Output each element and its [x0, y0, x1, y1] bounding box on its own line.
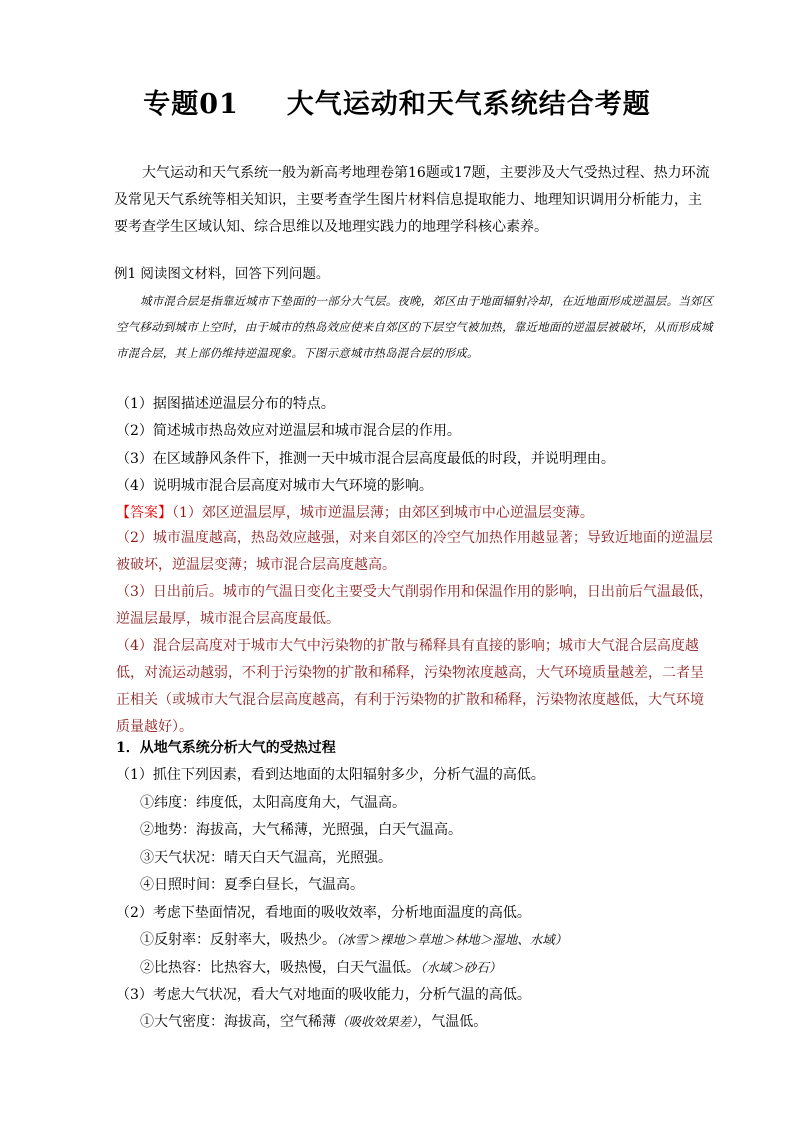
section-1-point-2: （2）考虑下垫面情况，看地面的吸收效率，分析地面温度的高低。 — [116, 905, 531, 921]
answer-1 — [116, 502, 594, 524]
question-1: （1）据图描述逆温层分布的特点。 — [116, 396, 335, 412]
item-text: ②地势：海拔高，大气稀薄，光照强，白天气温高。 — [140, 822, 462, 838]
answer-2: （2）城市温度越高，热岛效应越强，对来自郊区的冷空气加热作用越显著；导致近地面的逆温层被破坏，逆温层变薄；城市混合层高度越高。 — [116, 530, 713, 573]
item-note: （冰雪＞裸地＞草地＞林地＞湿地、水域） — [336, 932, 568, 947]
section-1-point-1-item-3 — [140, 847, 392, 869]
item-text: ①大气密度：海拔高，空气稀薄 — [140, 1014, 336, 1030]
item-note: （水域＞砂石） — [420, 960, 502, 975]
item-text: ①纬度：纬度低，太阳高度角大，气温高。 — [140, 795, 406, 811]
answer-4: （4）混合层高度对于城市大气中污染物的扩散与稀释具有直接的影响；城市大气混合层高度越低，对流运动越弱，不利于污染物的扩散和稀释，污染物浓度越高，大气环境质量越差，二者呈正相关（或城市大气混合层高度越高，有利于污染物的扩散和稀释，污染物浓度越低，大气环境质量越好）。 — [116, 638, 704, 735]
section-1-point-3: （3）考虑大气状况，看大气对地面的吸收能力，分析气温的高低。 — [116, 987, 531, 1003]
example-heading: 例1 阅读图文材料，回答下列问题。 — [114, 266, 330, 282]
section-1-heading: 1．从地气系统分析大气的受热过程 — [116, 740, 336, 756]
question-4: （4）说明城市混合层高度对城市大气环境的影响。 — [116, 478, 433, 494]
question-2: （2）简述城市热岛效应对逆温层和城市混合层的作用。 — [116, 423, 461, 439]
example-material: 城市混合层是指靠近城市下垫面的一部分大气层。夜晚，郊区由于地面辐射冷却，在近地面形成逆温层。当郊区空气移动到城市上空时，由于城市的热岛效应使来自郊区的下层空气被加热，靠近地面的逆温层被破坏，从而形成城市混合层，其上部仍维持逆温现象。下图示意城市热岛混合层的形成。 — [116, 294, 714, 360]
item-tail: ，气温低。 — [417, 1014, 488, 1030]
item-text: ①反射率：反射率大，吸热少。 — [140, 932, 336, 948]
item-text: ②比热容：比热容大，吸热慢，白天气温低。 — [140, 960, 420, 976]
section-1-point-1: （1）抓住下列因素，看到达地面的太阳辐射多少，分析气温的高低。 — [116, 767, 545, 783]
section-1-point-1-item-2 — [140, 819, 462, 841]
section-1-point-1-item-4 — [140, 874, 364, 896]
section-1-point-2-item-2 — [140, 957, 501, 979]
answer-tag: 【答案】 — [116, 505, 172, 521]
title-part-1: 专题01 — [143, 89, 239, 120]
section-1-point-1-item-1 — [140, 792, 406, 814]
intro-paragraph: 大气运动和天气系统一般为新高考地理卷第16题或17题，主要涉及大气受热过程、热力环流及常见天气系统等相关知识，主要考查学生图片材料信息提取能力、地理知识调用分析能力，主要考查学生区域认知、综合思维以及地理实践力的地理学科核心素养。 — [114, 165, 710, 235]
title-part-2: 大气运动和天气系统结合考题 — [286, 89, 651, 120]
section-1-point-3-item-1 — [140, 1011, 487, 1033]
answer-3: （3）日出前后。城市的气温日变化主要受大气削弱作用和保温作用的影响，日出前后气温最低，逆温层最厚，城市混合层高度最低。 — [116, 584, 713, 627]
section-1-point-2-item-1 — [140, 929, 567, 951]
answer-1-text: （1）郊区逆温层厚，城市逆温层薄；由郊区到城市中心逆温层变薄。 — [172, 505, 594, 521]
page-title — [0, 82, 794, 121]
question-3: （3）在区域静风条件下，推测一天中城市混合层高度最低的时段，并说明理由。 — [116, 451, 615, 467]
item-note: （吸收效果差） — [336, 1014, 418, 1029]
item-text: ③天气状况：晴天白天气温高，光照强。 — [140, 850, 392, 866]
item-text: ④日照时间：夏季白昼长，气温高。 — [140, 877, 364, 893]
